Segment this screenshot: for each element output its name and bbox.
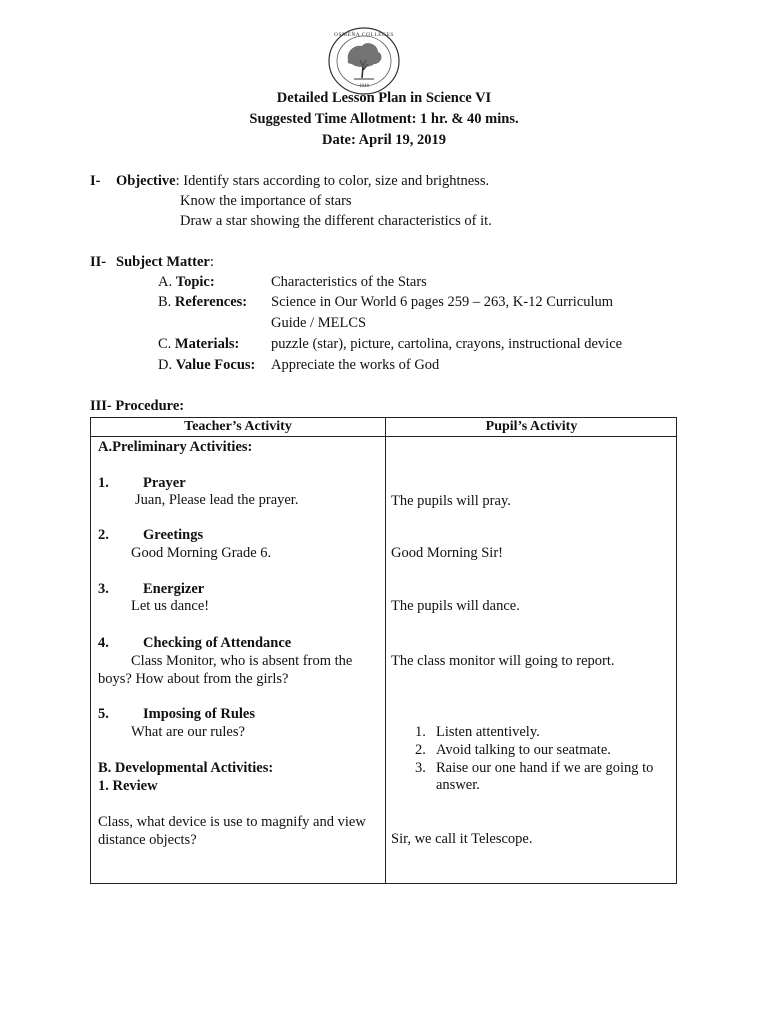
objective-numeral: I- — [90, 173, 101, 189]
subject-matter-heading: Subject Matter: — [116, 254, 214, 270]
objective-line-1 — [116, 173, 489, 190]
step-pupil-text: The class monitor will going to report. — [391, 653, 615, 669]
step-teacher-text: Class Monitor, who is absent from the — [131, 653, 353, 669]
references-value: Science in Our World 6 pages 259 – 263, K-12 Curriculum — [271, 294, 614, 310]
step-number: 4. — [98, 635, 109, 651]
step-teacher-text-2: boys? How about from the girls? — [98, 671, 289, 687]
review-question: Class, what device is use to magnify and view — [98, 814, 366, 830]
step-teacher-text: What are our rules? — [131, 724, 245, 740]
materials-label-row: C. Materials: — [158, 336, 240, 352]
references-value-2: Guide / MELCS — [271, 315, 367, 331]
step-title-energizer: Energizer — [143, 581, 205, 597]
objective-text-2: Know the importance of stars — [180, 193, 352, 209]
materials-value: puzzle (star), picture, cartolina, crayons, instructional device — [271, 336, 623, 352]
value-focus-label-row: D. Value Focus: — [158, 357, 256, 373]
procedure-table — [90, 417, 677, 884]
topic-label-row: A. Topic: — [158, 274, 215, 290]
step-number: 5. — [98, 706, 109, 722]
table-column-divider — [385, 418, 386, 883]
objective-text-1: : Identify stars according to color, size and brightness. — [175, 173, 490, 189]
step-title-greetings: Greetings — [143, 527, 204, 543]
preliminary-activities-heading: A.Preliminary Activities: — [98, 439, 253, 455]
subject-matter-label: Subject Matter — [116, 254, 210, 270]
svg-text:OSMEÑA COLLEGES: OSMEÑA COLLEGES — [334, 32, 394, 38]
rule-text: Listen attentively. — [436, 724, 540, 740]
rule-number: 1. — [415, 724, 426, 740]
teacher-activity-header: Teacher’s Activity — [184, 419, 292, 434]
rule-number: 2. — [415, 742, 426, 758]
svg-text:1948: 1948 — [359, 84, 369, 89]
review-answer: Sir, we call it Telescope. — [391, 831, 533, 847]
step-title-attendance: Checking of Attendance — [143, 635, 292, 651]
value-focus-value: Appreciate the works of God — [271, 357, 440, 373]
step-teacher-text: Let us dance! — [131, 598, 210, 614]
review-question-2: distance objects? — [98, 832, 197, 848]
objective-text-3: Draw a star showing the different characteristics of it. — [180, 213, 492, 229]
materials-label: Materials: — [174, 336, 240, 352]
step-number: 1. — [98, 475, 109, 491]
table-header-divider — [91, 436, 676, 437]
references-label-row: B. References: — [158, 294, 248, 310]
subject-matter-numeral: II- — [90, 254, 107, 270]
value-focus-label: Value Focus: — [175, 357, 256, 373]
review-heading: 1. Review — [98, 778, 158, 794]
rule-text-continued: answer. — [436, 777, 480, 793]
step-teacher-text: Good Morning Grade 6. — [131, 545, 272, 561]
step-pupil-text: The pupils will pray. — [391, 493, 511, 509]
step-title-prayer: Prayer — [143, 475, 186, 491]
step-pupil-text: The pupils will dance. — [391, 598, 520, 614]
step-teacher-text: Juan, Please lead the prayer. — [135, 492, 299, 508]
step-number: 3. — [98, 581, 109, 597]
college-seal-logo — [326, 26, 402, 96]
document-title: Detailed Lesson Plan in Science VI — [276, 90, 492, 106]
step-number: 2. — [98, 527, 109, 543]
topic-value: Characteristics of the Stars — [271, 274, 427, 290]
pupil-activity-header: Pupil’s Activity — [485, 419, 578, 434]
topic-label: Topic: — [175, 274, 215, 290]
lesson-date: Date: April 19, 2019 — [321, 132, 447, 148]
objective-label: Objective — [116, 173, 176, 189]
step-pupil-text: Good Morning Sir! — [391, 545, 503, 561]
rule-number: 3. — [415, 760, 426, 776]
references-label: References: — [174, 294, 248, 310]
step-title-rules: Imposing of Rules — [143, 706, 255, 722]
rule-text: Raise our one hand if we are going to — [436, 760, 654, 776]
rule-text: Avoid talking to our seatmate. — [436, 742, 611, 758]
procedure-heading: III- Procedure: — [90, 398, 185, 414]
time-allotment: Suggested Time Allotment: 1 hr. & 40 mins. — [249, 111, 519, 127]
developmental-activities-heading: B. Developmental Activities: — [98, 760, 274, 776]
